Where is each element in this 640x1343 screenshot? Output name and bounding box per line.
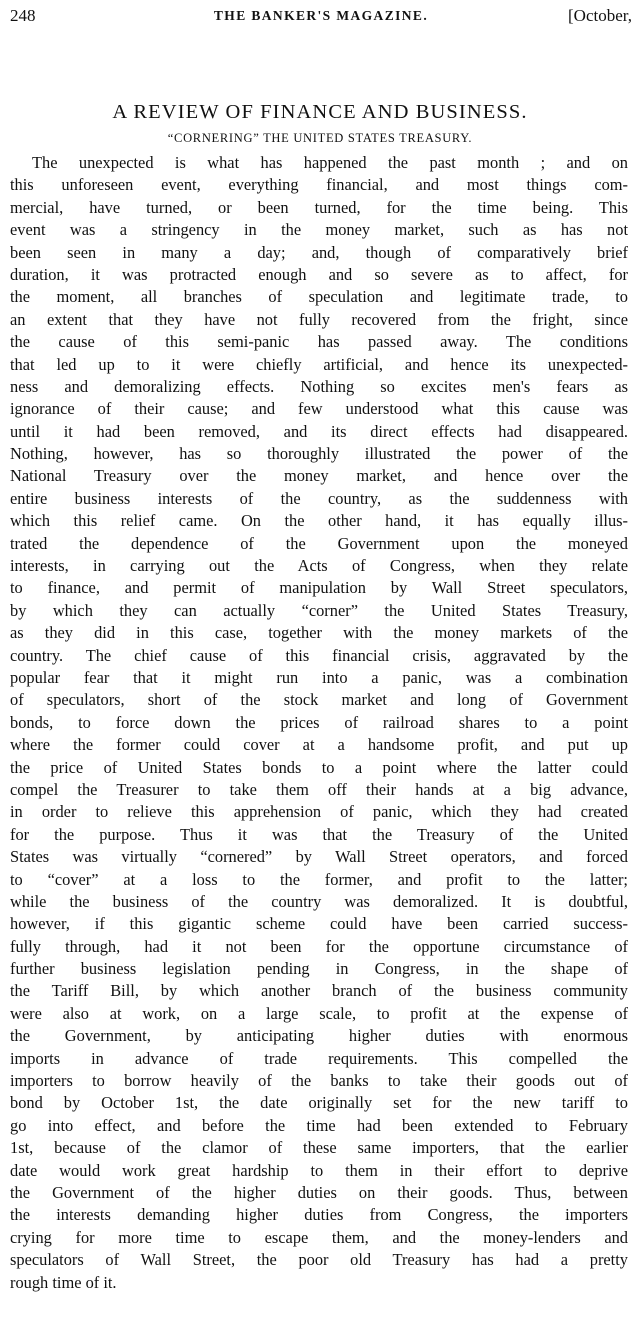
article-title: A REVIEW OF FINANCE AND BUSINESS. (112, 101, 528, 123)
article-subtitle: “CORNERING” THE UNITED STATES TREASURY. (167, 131, 473, 145)
page-number: 248 (10, 6, 36, 25)
text-line: National Treasury over the money market, and hence over the (10, 466, 628, 486)
text-line: 1st, because of the clamor of these same importers, that the earlier (10, 1138, 628, 1158)
text-line: to finance, and permit of manipulation by Wall Street speculators, (10, 578, 628, 598)
text-line: until it had been removed, and its direct effects had disappeared. (10, 421, 628, 441)
text-line: were also at work, on a large scale, to profit at the expense of (10, 1003, 628, 1023)
text-line: of speculators, short of the stock market and long of Government (10, 690, 628, 710)
text-line: importers to borrow heavily of the banks to take their goods out of (10, 1071, 628, 1091)
text-line: the interests demanding higher duties from Congress, the importers (10, 1205, 628, 1225)
text-line: go into effect, and before the time had been extended to February (10, 1115, 628, 1135)
text-line: Nothing, however, has so thoroughly illustrated the power of the (10, 444, 628, 464)
text-line: bonds, to force down the prices of railroad shares to a point (10, 712, 628, 732)
text-line: while the business of the country was demoralized. It is doubtful, (10, 891, 628, 911)
text-line: bond by October 1st, the date originally set for the new tariff to (10, 1093, 628, 1113)
text-line: popular fear that it might run into a panic, was a combination (10, 667, 628, 687)
text-line: interests, in carrying out the Acts of Congress, when they relate (10, 556, 628, 576)
text-line: event was a stringency in the money market, such as has not (10, 220, 628, 240)
text-line: States was virtually “cornered” by Wall Street operators, and forced (10, 847, 628, 867)
running-head (10, 4, 632, 28)
text-line: rough time of it. (10, 1272, 117, 1292)
text-line: an extent that they have not fully recovered from the fright, since (10, 309, 628, 329)
text-line: this unforeseen event, everything financial, and most things com- (10, 175, 628, 195)
text-line: the Tariff Bill, by which another branch of the business community (10, 981, 628, 1001)
text-line: duration, it was protracted enough and so severe as to affect, for (10, 264, 628, 284)
text-line: however, if this gigantic scheme could have been carried success- (10, 914, 628, 934)
text-line: the moment, all branches of speculation and legitimate trade, to (10, 287, 628, 307)
text-line: ignorance of their cause; and few understood what this cause was (10, 399, 628, 419)
issue-month: [October, (568, 6, 632, 25)
text-line: as they did in this case, together with the money markets of the (10, 623, 628, 643)
text-line: been seen in many a day; and, though of comparatively brief (10, 242, 628, 262)
text-line: which this relief came. On the other hand, it has equally illus- (10, 511, 628, 531)
text-line: trated the dependence of the Government upon the moneyed (10, 533, 628, 553)
text-line: crying for more time to escape them, and the money-lenders and (10, 1227, 628, 1247)
text-line: the Government of the higher duties on their goods. Thus, between (10, 1182, 628, 1202)
text-line: fully through, had it not been for the opportune circumstance of (10, 936, 628, 956)
text-line: date would work great hardship to them in their effort to deprive (10, 1160, 628, 1180)
text-line: the Government, by anticipating higher duties with enormous (10, 1026, 628, 1046)
article-body (10, 152, 628, 1294)
text-line: further business legislation pending in Congress, in the shape of (10, 959, 628, 979)
text-line: that led up to it were chiefly artificial, and hence its unexpected- (10, 354, 628, 374)
text-line: for the purpose. Thus it was that the Treasury of the United (10, 824, 628, 844)
text-line: where the former could cover at a handsome profit, and put up (10, 735, 628, 755)
text-line: compel the Treasurer to take them off their hands at a big advance, (10, 779, 628, 799)
text-line: by which they can actually “corner” the United States Treasury, (10, 600, 628, 620)
text-line: entire business interests of the country, as the suddenness with (10, 488, 628, 508)
text-line: speculators of Wall Street, the poor old Treasury has had a pretty (10, 1250, 628, 1270)
text-line: the price of United States bonds to a point where the latter could (10, 757, 628, 777)
text-line: country. The chief cause of this financial crisis, aggravated by the (10, 645, 628, 665)
text-line: in order to relieve this apprehension of panic, which they had created (10, 802, 628, 822)
text-line: the cause of this semi-panic has passed away. The conditions (10, 332, 628, 352)
text-line: mercial, have turned, or been turned, for the time being. This (10, 197, 628, 217)
text-line: imports in advance of trade requirements. This compelled the (10, 1048, 628, 1068)
text-line: The unexpected is what has happened the past month ; and on (32, 153, 628, 172)
text-line: ness and demoralizing effects. Nothing so excites men's fears as (10, 376, 628, 396)
magazine-title: THE BANKER'S MAGAZINE. (213, 8, 429, 23)
text-line: to “cover” at a loss to the former, and profit to the latter; (10, 869, 628, 889)
